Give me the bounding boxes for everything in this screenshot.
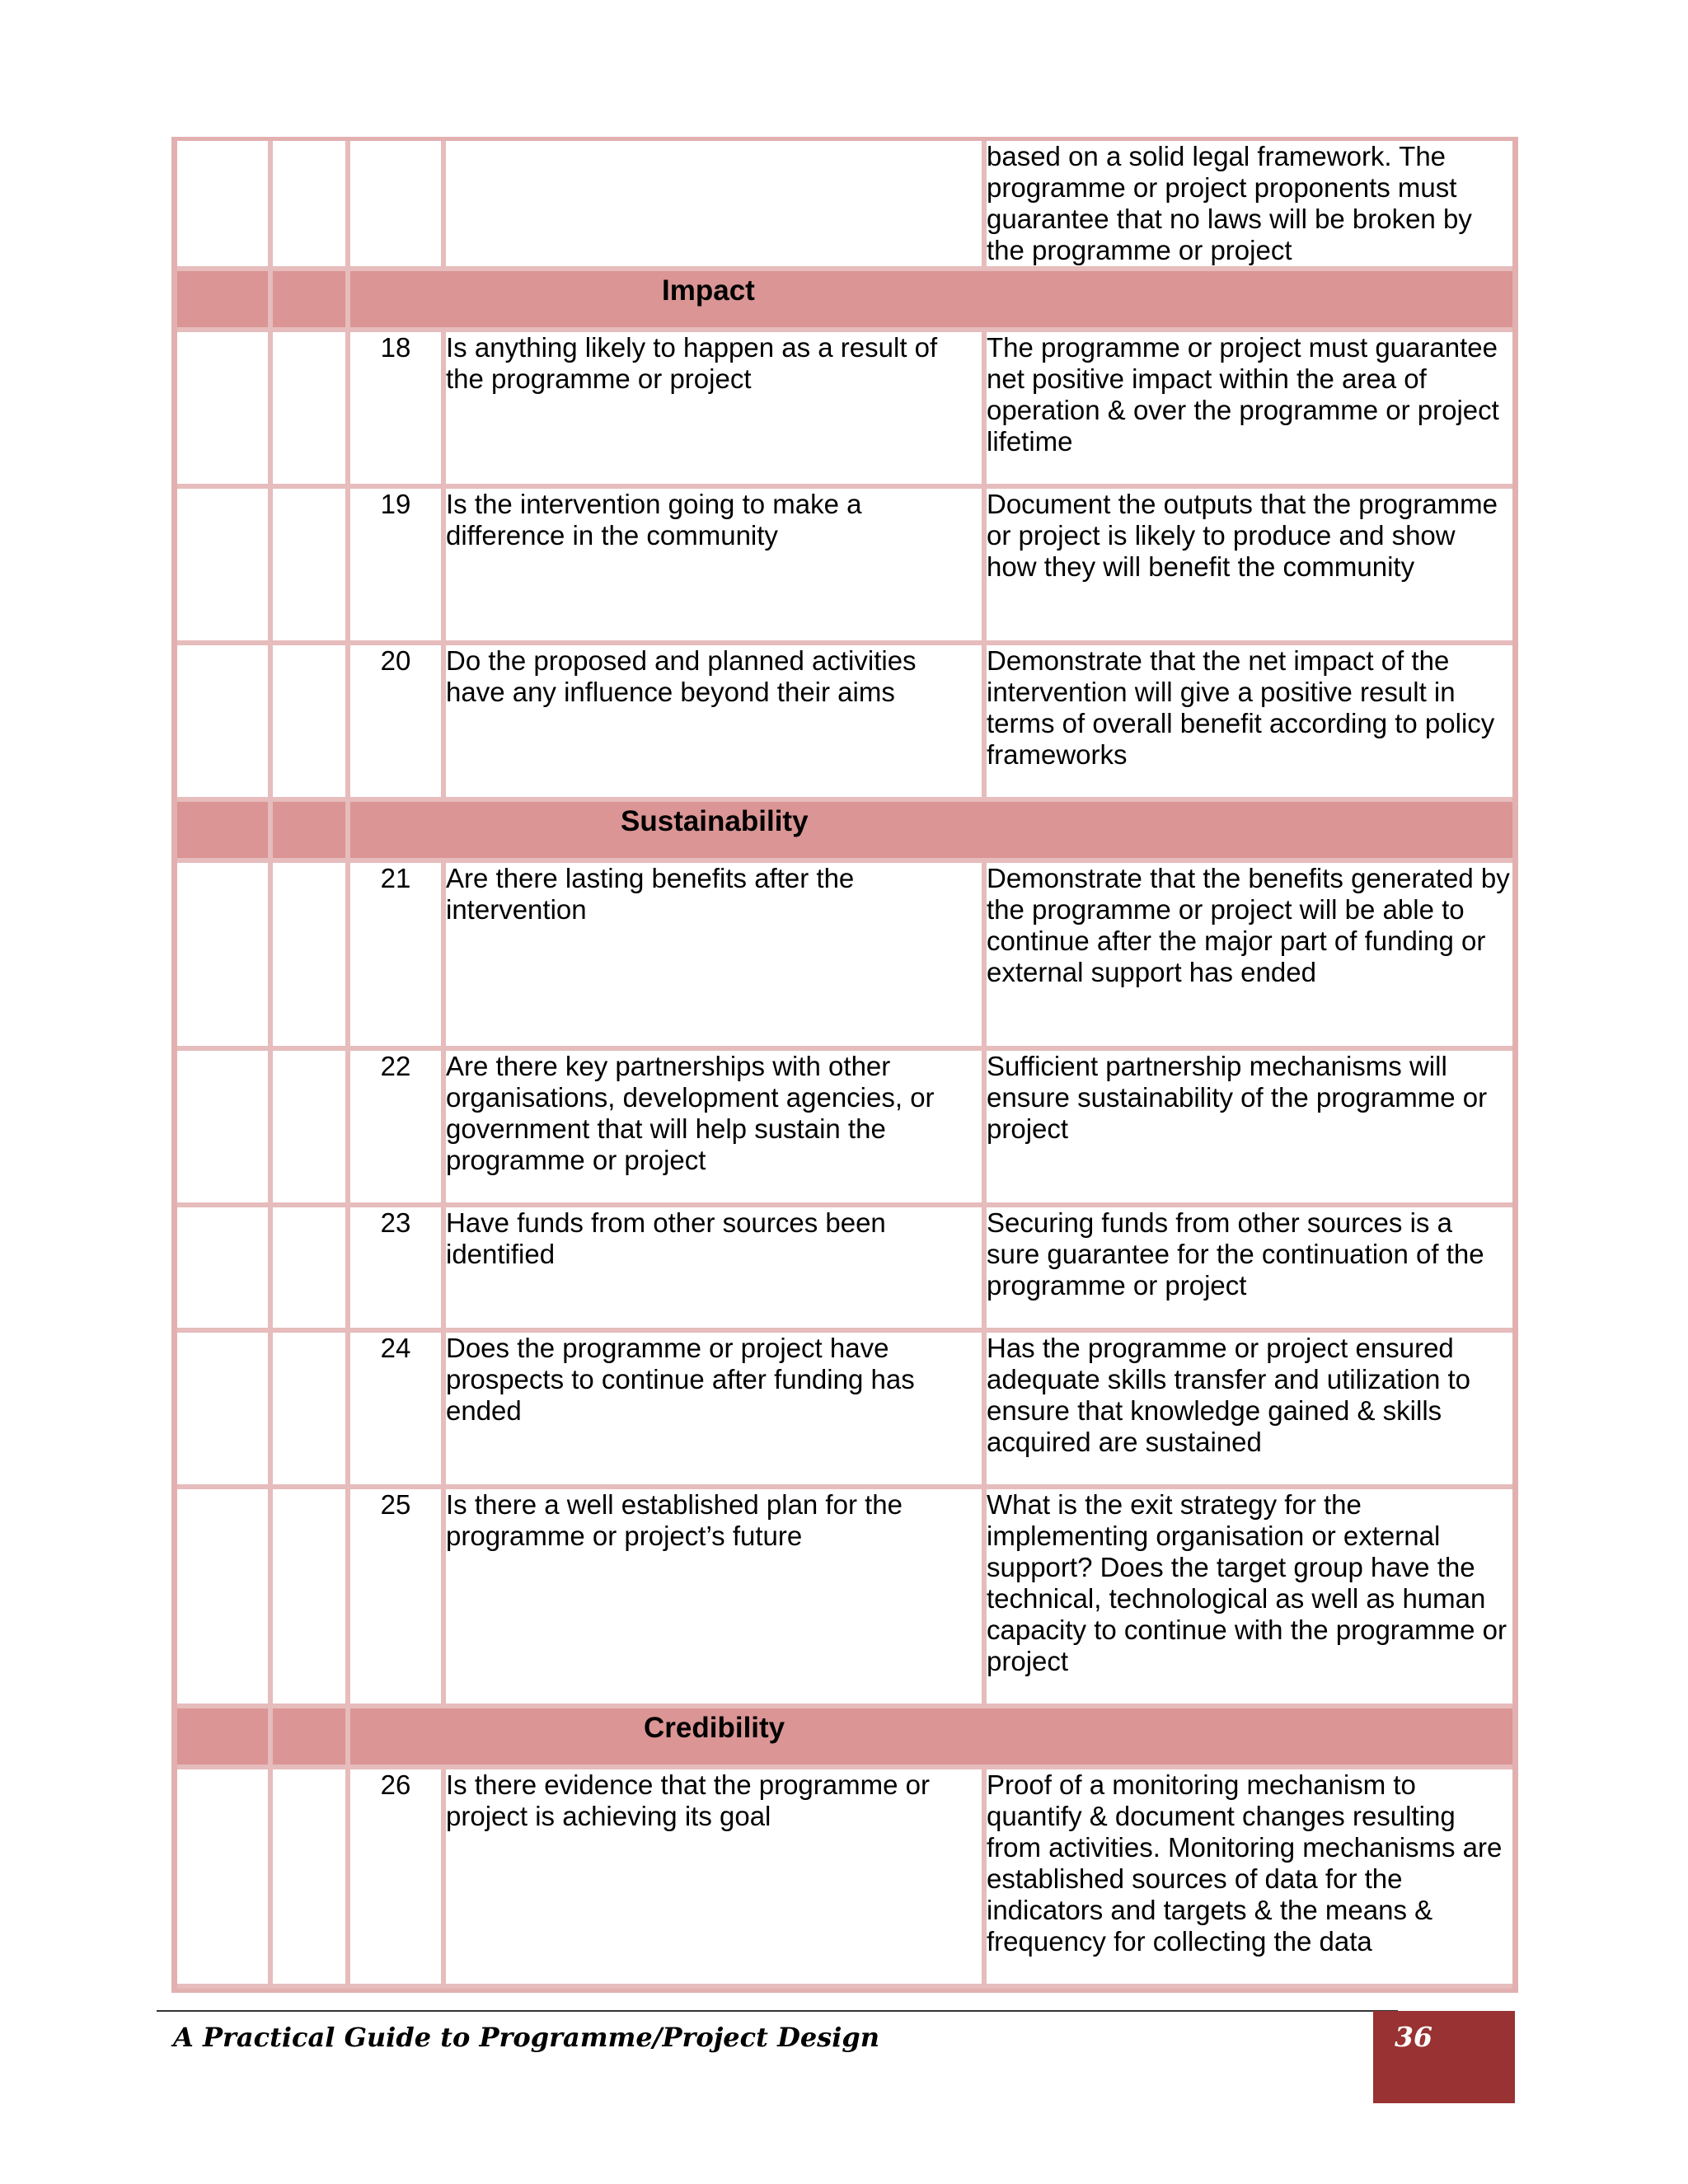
blank-cell	[177, 489, 273, 645]
table-row	[177, 1051, 1512, 1207]
item-number: 20	[350, 645, 446, 802]
section-title: Impact	[662, 274, 755, 307]
item-number: 23	[350, 1207, 446, 1333]
blank-cell	[273, 1051, 350, 1207]
section-fill-cell	[273, 271, 350, 332]
table-row	[177, 645, 1512, 802]
answer-cell: Has the programme or project ensured adequate skills transfer and utilization to ensure that knowledge gained & skills acquired are sustained	[987, 1333, 1512, 1489]
table-row	[177, 1769, 1512, 1989]
blank-cell	[273, 489, 350, 645]
blank-cell	[177, 1489, 273, 1708]
page-number: 36	[1395, 2021, 1432, 2053]
blank-cell	[177, 1207, 273, 1333]
item-number: 18	[350, 332, 446, 489]
item-number: 21	[350, 863, 446, 1051]
blank-cell	[177, 645, 273, 802]
section-header-row	[177, 271, 1512, 332]
blank-cell	[177, 141, 273, 271]
section-title-cell	[350, 802, 1512, 863]
question-cell: Are there key partnerships with other organisations, development agencies, or government that will help sustain the programme or project	[446, 1051, 987, 1207]
footer-divider	[157, 2010, 1398, 2012]
blank-cell	[177, 1333, 273, 1489]
blank-cell	[273, 141, 350, 271]
question-cell: Is the intervention going to make a difference in the community	[446, 489, 987, 645]
table-row	[177, 1207, 1512, 1333]
item-number: 22	[350, 1051, 446, 1207]
question-cell: Is there evidence that the programme or project is achieving its goal	[446, 1769, 987, 1989]
answer-cell: Demonstrate that the benefits generated by the programme or project will be able to continue after the major part of funding or external support has ended	[987, 863, 1512, 1051]
question-cell: Is there a well established plan for the programme or project’s future	[446, 1489, 987, 1708]
item-number: 26	[350, 1769, 446, 1989]
blank-cell	[273, 1207, 350, 1333]
footer-title: A Practical Guide to Programme/Project Design	[173, 2022, 879, 2053]
blank-cell	[177, 1051, 273, 1207]
section-fill-cell	[177, 802, 273, 863]
table-row	[177, 863, 1512, 1051]
evaluation-criteria-table	[171, 137, 1518, 1993]
question-cell: Is anything likely to happen as a result of the programme or project	[446, 332, 987, 489]
blank-cell	[273, 863, 350, 1051]
item-number: 24	[350, 1333, 446, 1489]
blank-cell	[273, 645, 350, 802]
blank-cell	[177, 1769, 273, 1989]
blank-cell	[350, 141, 446, 271]
question-cell: Does the programme or project have prospects to continue after funding has ended	[446, 1333, 987, 1489]
blank-cell	[273, 1769, 350, 1989]
blank-cell	[177, 332, 273, 489]
table-row	[177, 141, 1512, 271]
table-row	[177, 489, 1512, 645]
section-title-cell	[350, 1708, 1512, 1769]
section-fill-cell	[273, 802, 350, 863]
answer-cell: Proof of a monitoring mechanism to quantify & document changes resulting from activities. Monitoring mechanisms are established sources of data for the indicators and targets & the means & frequency for collecting the data	[987, 1769, 1512, 1989]
item-number: 19	[350, 489, 446, 645]
section-fill-cell	[177, 1708, 273, 1769]
question-cell: Are there lasting benefits after the intervention	[446, 863, 987, 1051]
section-fill-cell	[177, 271, 273, 332]
section-fill-cell	[273, 1708, 350, 1769]
question-cell: Have funds from other sources been identified	[446, 1207, 987, 1333]
answer-cell: Sufficient partnership mechanisms will ensure sustainability of the programme or project	[987, 1051, 1512, 1207]
question-cell: Do the proposed and planned activities have any influence beyond their aims	[446, 645, 987, 802]
answer-cell: based on a solid legal framework. The programme or project proponents must guarantee that no laws will be broken by the programme or project	[987, 141, 1512, 271]
page-number-box	[1373, 2011, 1515, 2103]
answer-cell: What is the exit strategy for the implementing organisation or external support? Does the target group have the technical, technological as well as human capacity to continue with the programme or project	[987, 1489, 1512, 1708]
blank-cell	[273, 332, 350, 489]
answer-cell: Demonstrate that the net impact of the intervention will give a positive result in terms of overall benefit according to policy frameworks	[987, 645, 1512, 802]
blank-cell	[273, 1333, 350, 1489]
blank-cell	[177, 863, 273, 1051]
section-title: Sustainability	[621, 805, 809, 837]
table-row	[177, 1489, 1512, 1708]
answer-cell: The programme or project must guarantee net positive impact within the area of operation & over the programme or project lifetime	[987, 332, 1512, 489]
answer-cell: Securing funds from other sources is a sure guarantee for the continuation of the programme or project	[987, 1207, 1512, 1333]
table-row	[177, 332, 1512, 489]
section-title: Credibility	[644, 1712, 785, 1744]
item-number: 25	[350, 1489, 446, 1708]
section-header-row	[177, 1708, 1512, 1769]
answer-cell: Document the outputs that the programme or project is likely to produce and show how they will benefit the community	[987, 489, 1512, 645]
blank-cell	[446, 141, 987, 271]
table-row	[177, 1333, 1512, 1489]
section-header-row	[177, 802, 1512, 863]
section-title-cell	[350, 271, 1512, 332]
blank-cell	[273, 1489, 350, 1708]
